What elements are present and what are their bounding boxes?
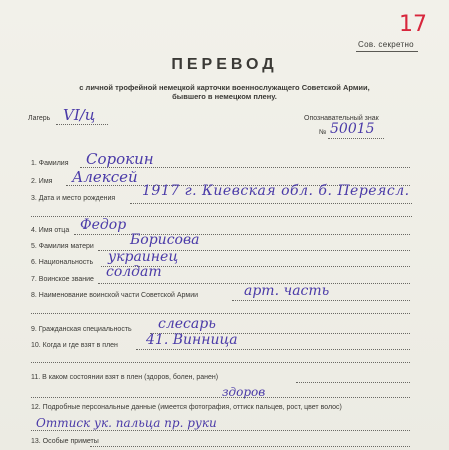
field-13-rule bbox=[90, 446, 410, 447]
id-tag-number-label: № bbox=[319, 129, 327, 136]
field-8-rule bbox=[232, 300, 410, 301]
id-tag-rule bbox=[328, 138, 384, 139]
camp-rule bbox=[56, 124, 108, 125]
field-4-value: Федор bbox=[80, 217, 127, 233]
field-8-label: 8. Наименование воинской части Советской Армии bbox=[31, 292, 199, 299]
field-2-value: Алексей bbox=[72, 168, 138, 186]
field-5-label: 5. Фамилия матери bbox=[31, 243, 94, 250]
camp-value: VI/ц bbox=[63, 106, 96, 124]
field-6-value: украинец bbox=[108, 249, 179, 265]
field-3-rule bbox=[130, 203, 412, 204]
field-10-rule-2 bbox=[31, 362, 410, 363]
field-2-label: 2. Имя bbox=[31, 178, 53, 185]
field-13-label: 13. Особые приметы bbox=[31, 438, 99, 445]
field-7-label: 7. Воинское звание bbox=[31, 276, 94, 283]
page-number: 17 bbox=[399, 12, 427, 37]
field-9-value: слесарь bbox=[158, 316, 216, 332]
field-1-value: Сорокин bbox=[86, 150, 154, 168]
field-10-value: 41. Винница bbox=[146, 332, 238, 348]
camp-label: Лагерь bbox=[28, 115, 51, 122]
id-tag-value: 50015 bbox=[330, 121, 375, 137]
field-6-label: 6. Национальность bbox=[31, 259, 94, 266]
subtitle-line-1: с личной трофейной немецкой карточки военнослужащего Советской Армии, bbox=[79, 83, 370, 92]
field-11-label: 11. В каком состоянии взят в плен (здоров, болен, ранен) bbox=[31, 374, 219, 381]
field-9-label: 9. Гражданская специальность bbox=[31, 326, 132, 333]
field-12-label: 12. Подробные персональные данные (имеется фотография, оттиск пальцев, рост, цвет волос) bbox=[31, 404, 342, 411]
field-3-value: 1917 г. Киевская обл. б. Переясл. bbox=[142, 183, 410, 199]
subtitle-line-2: бывшего в немецком плену. bbox=[172, 92, 277, 101]
field-11-value: здоров bbox=[222, 385, 266, 399]
field-11-rule-2 bbox=[31, 397, 410, 398]
field-4-rule bbox=[74, 234, 410, 235]
classification-underline bbox=[356, 51, 418, 52]
field-10-label: 10. Когда и где взят в плен bbox=[31, 342, 118, 349]
field-1-label: 1. Фамилия bbox=[31, 160, 69, 167]
field-8-rule-2 bbox=[31, 313, 410, 314]
field-7-value: солдат bbox=[106, 264, 162, 280]
field-12-rule bbox=[31, 430, 410, 431]
field-8-value: арт. часть bbox=[244, 283, 330, 299]
field-10-rule bbox=[136, 349, 410, 350]
id-tag-label: Опознавательный знак bbox=[304, 115, 379, 122]
field-4-label: 4. Имя отца bbox=[31, 227, 70, 234]
field-12-value: Оттиск ук. пальца пр. руки bbox=[36, 416, 217, 430]
document-title: ПЕРЕВОД bbox=[171, 56, 278, 73]
field-11-rule bbox=[296, 382, 410, 383]
field-3-label: 3. Дата и место рождения bbox=[31, 195, 116, 202]
classification-label: Сов. секретно bbox=[358, 40, 414, 49]
field-5-value: Борисова bbox=[130, 232, 200, 248]
